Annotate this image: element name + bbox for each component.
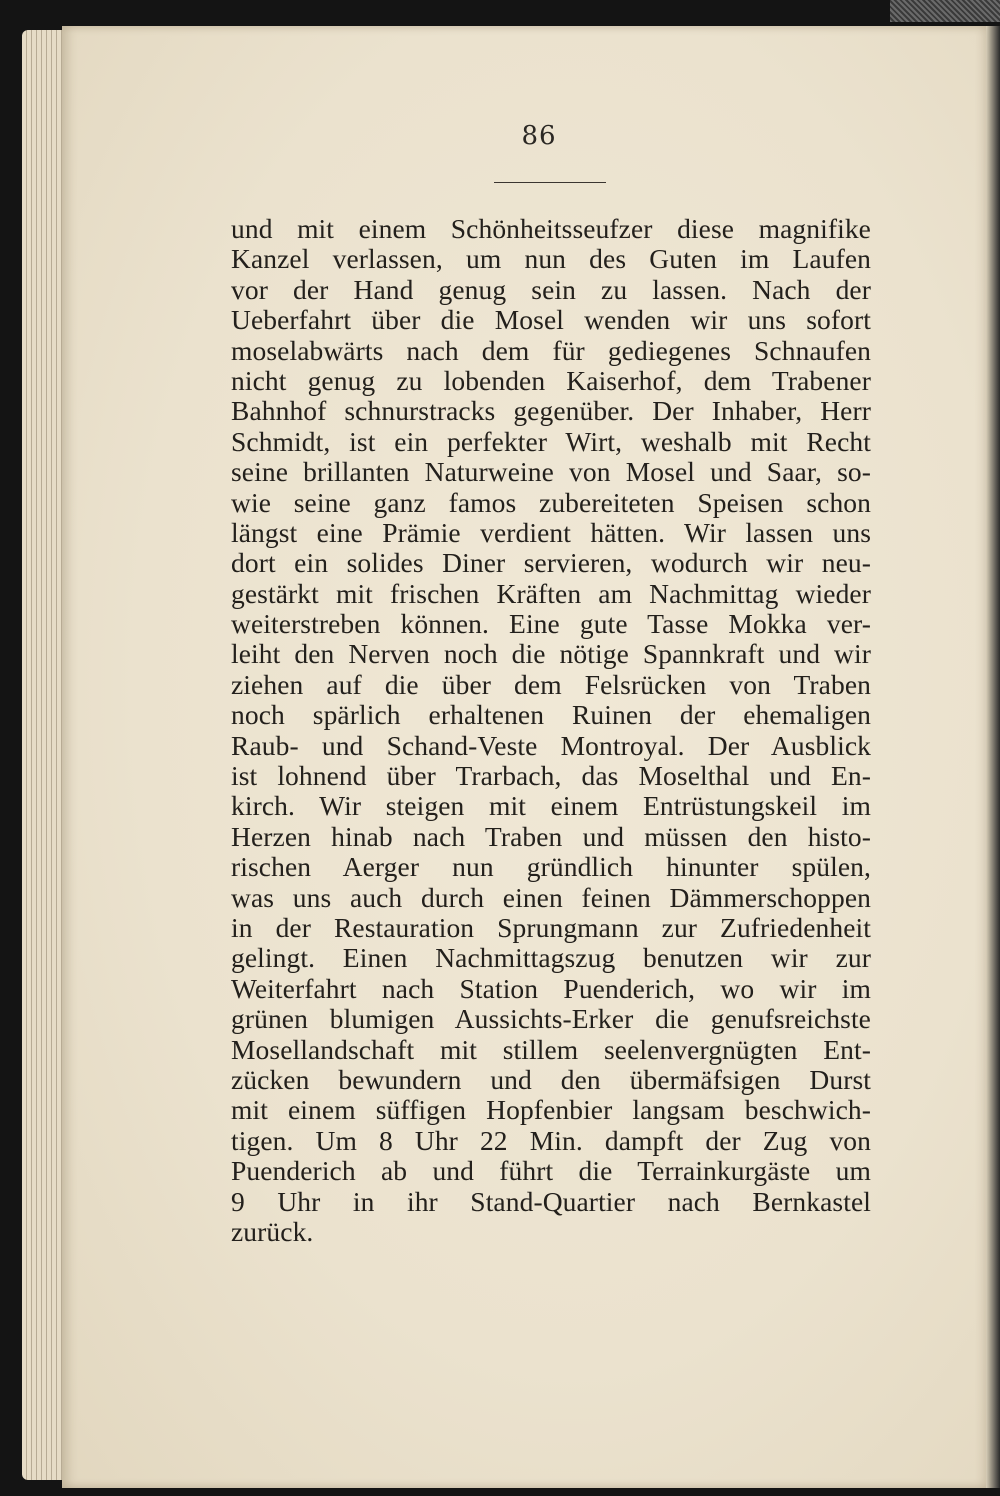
text-line: vor der Hand genug sein zu lassen. Nach der	[231, 273, 871, 305]
text-line: was uns auch durch einen feinen Dämmerschoppen	[231, 881, 871, 913]
text-line: seine brillanten Naturweine von Mosel und Saar, so-	[231, 456, 871, 488]
text-line: rischen Aerger nun gründlich hinunter spülen,	[231, 851, 871, 883]
page-gutter-shadow	[986, 26, 1000, 1488]
text-line: leiht den Nerven noch die nötige Spannkraft und wir	[231, 638, 871, 670]
text-line: wie seine ganz famos zubereiteten Speisen schon	[231, 486, 871, 518]
text-line: nicht genug zu lobenden Kaiserhof, dem Trabener	[231, 364, 871, 396]
page-number: 86	[521, 121, 557, 151]
text-line: in der Restauration Sprungmann zur Zufriedenheit	[231, 911, 871, 943]
text-line: 9 Uhr in ihr Stand-Quartier nach Bernkastel	[231, 1185, 871, 1217]
text-line: noch spärlich erhaltenen Ruinen der ehemaligen	[231, 699, 871, 731]
text-line: Kanzel verlassen, um nun des Guten im Laufen	[231, 243, 871, 275]
text-line: kirch. Wir steigen mit einem Entrüstungskeil im	[231, 790, 871, 822]
text-line: Herzen hinab nach Traben und müssen den histo-	[231, 820, 871, 852]
text-line: moselabwärts nach dem für gediegenes Schnaufen	[231, 334, 871, 366]
text-line: längst eine Prämie verdient hätten. Wir lassen uns	[231, 516, 871, 548]
text-line: zücken bewundern und den übermäfsigen Durst	[231, 1063, 871, 1095]
cover-corner	[890, 0, 1000, 22]
text-line: Schmidt, ist ein perfekter Wirt, weshalb mit Recht	[231, 425, 871, 457]
text-line: Raub- und Schand-Veste Montroyal. Der Ausblick	[231, 729, 871, 761]
text-line: und mit einem Schönheitsseufzer diese magnifike	[231, 213, 871, 244]
text-line: tigen. Um 8 Uhr 22 Min. dampft der Zug von	[231, 1124, 871, 1156]
text-line: Mosellandschaft mit stillem seelenvergnügten Ent-	[231, 1033, 871, 1065]
text-line: gestärkt mit frischen Kräften am Nachmittag wieder	[231, 577, 871, 609]
header-rule	[494, 182, 606, 183]
text-line: mit einem süffigen Hopfenbier langsam beschwich-	[231, 1094, 871, 1126]
text-line: grünen blumigen Aussichts-Erker die genufsreichste	[231, 1003, 871, 1035]
text-line: Ueberfahrt über die Mosel wenden wir uns sofort	[231, 304, 871, 336]
text-line: dort ein solides Diner servieren, wodurch wir neu-	[231, 547, 871, 579]
body-text	[231, 214, 871, 1247]
text-line: Bahnhof schnurstracks gegenüber. Der Inhaber, Herr	[231, 395, 871, 427]
text-line: ist lohnend über Trarbach, das Moselthal und En-	[231, 760, 871, 792]
text-line: Puenderich ab und führt die Terrainkurgäste um	[231, 1155, 871, 1187]
text-line: zurück.	[231, 1215, 314, 1247]
text-line: gelingt. Einen Nachmittagszug benutzen wir zur	[231, 942, 871, 974]
text-line: weiterstreben können. Eine gute Tasse Mokka ver-	[231, 608, 871, 640]
text-line: ziehen auf die über dem Felsrücken von Traben	[231, 668, 871, 700]
text-line: Weiterfahrt nach Station Puenderich, wo wir im	[231, 972, 871, 1004]
